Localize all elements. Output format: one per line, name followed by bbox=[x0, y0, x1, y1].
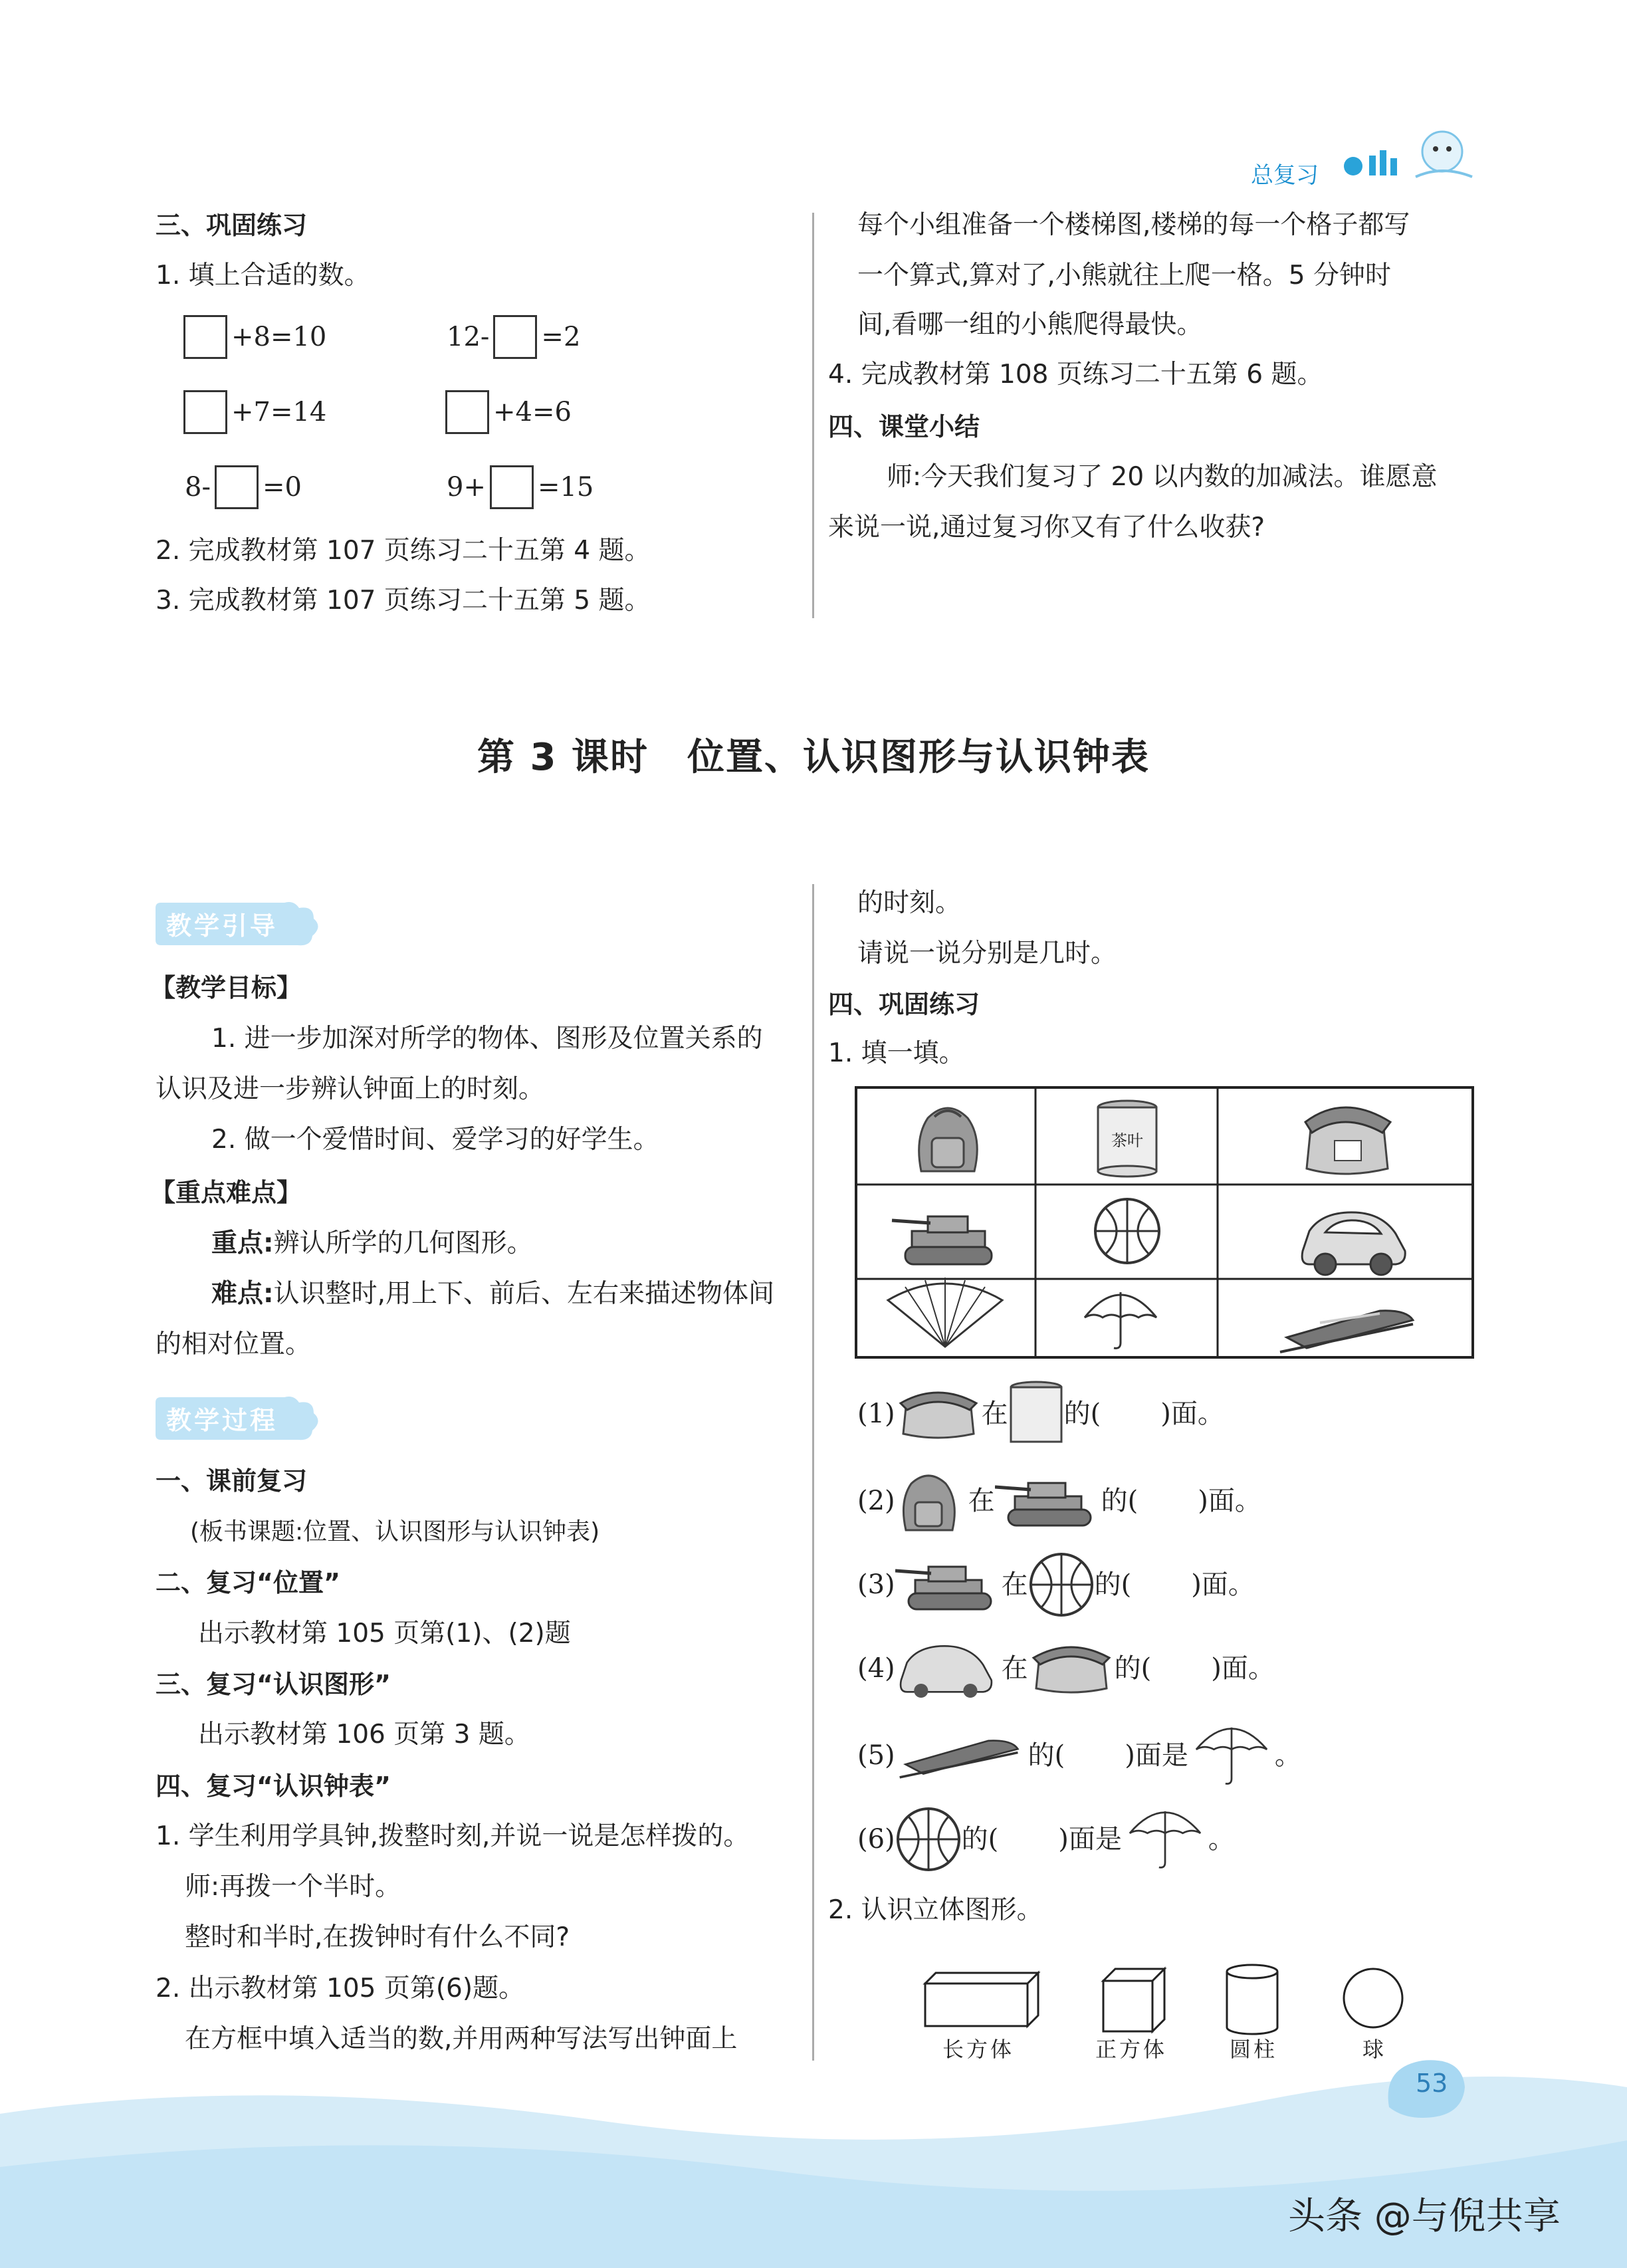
train-icon bbox=[895, 1729, 1028, 1782]
shape-label-cuboid: 长方体 bbox=[942, 2037, 1015, 2062]
answer-box[interactable] bbox=[183, 315, 227, 359]
continue-1: 的时刻。 bbox=[857, 888, 962, 918]
question-4: 4. 完成教材第 108 页练习二十五第 6 题。 bbox=[828, 360, 1323, 390]
backpack-icon bbox=[895, 1468, 962, 1534]
telephone-icon bbox=[1305, 1107, 1390, 1174]
umbrella-icon bbox=[1122, 1803, 1208, 1876]
key-point: 重点:辨认所学的几何图形。 bbox=[211, 1228, 533, 1258]
difficult-point: 难点:认识整时,用上下、前后、左右来描述物体间 bbox=[211, 1279, 775, 1309]
answer-box[interactable] bbox=[490, 465, 534, 509]
fill-row-2: (2) 在 的( )面。 bbox=[857, 1474, 1261, 1528]
telephone-icon bbox=[895, 1387, 982, 1440]
answer-box[interactable] bbox=[183, 390, 227, 434]
basketball-icon bbox=[1095, 1199, 1159, 1263]
question-2: 2. 完成教材第 107 页练习二十五第 4 题。 bbox=[156, 536, 651, 566]
step-2-text: 出示教材第 105 页第(1)、(2)题 bbox=[198, 1619, 571, 1648]
column-divider-top bbox=[812, 213, 814, 618]
lesson-title: 第 3 课时 位置、认识图形与认识钟表 bbox=[477, 736, 1150, 779]
equation-4: +4=6 bbox=[445, 389, 576, 435]
cuboid-icon bbox=[925, 1973, 1038, 2026]
shape-label-sphere: 球 bbox=[1362, 2037, 1384, 2062]
keys-title: 【重点难点】 bbox=[150, 1178, 302, 1207]
summary-line-1: 师:今天我们复习了 20 以内数的加减法。谁愿意 bbox=[887, 462, 1438, 492]
sphere-icon bbox=[1344, 1969, 1402, 2027]
equation-3: +7=14 bbox=[183, 389, 330, 435]
object-grid bbox=[855, 1086, 1475, 1360]
summary-line-2: 来说一说,通过复习你又有了什么收获? bbox=[828, 512, 1265, 542]
difficult-point-cont: 的相对位置。 bbox=[156, 1329, 312, 1359]
car-icon bbox=[895, 1639, 995, 1698]
question-1: 1. 填上合适的数。 bbox=[156, 261, 370, 290]
fill-row-1: (1) 在 的( )面。 bbox=[857, 1391, 1224, 1437]
goals-title: 【教学目标】 bbox=[150, 973, 302, 1002]
section-title-consolidate: 三、巩固练习 bbox=[156, 211, 308, 240]
fill-row-3: (3) 在 的( )面。 bbox=[857, 1558, 1255, 1611]
tag-teaching-process: 教学过程 bbox=[152, 1393, 311, 1440]
goal-1b: 认识及进一步辨认钟面上的时刻。 bbox=[156, 1074, 545, 1104]
tag-teaching-guide: 教学引导 bbox=[152, 899, 311, 945]
continue-2: 请说一说分别是几时。 bbox=[857, 939, 1117, 968]
backpack-icon bbox=[919, 1108, 978, 1171]
header-label: 总复习 bbox=[1251, 162, 1319, 189]
solid-shapes-title: 2. 认识立体图形。 bbox=[828, 1895, 1043, 1925]
answer-box[interactable] bbox=[215, 465, 259, 509]
activity-line-1: 每个小组准备一个楼梯图,楼梯的每一个格子都写 bbox=[857, 210, 1410, 240]
fill-row-4: (4) 在 的( )面。 bbox=[857, 1642, 1275, 1695]
cube-icon bbox=[1103, 1969, 1164, 2031]
watermark: 头条 @与倪共享 bbox=[1288, 2195, 1561, 2238]
header-deco-icon bbox=[1336, 125, 1475, 185]
column-divider-bottom bbox=[812, 884, 814, 2061]
tea-jar-label: 茶叶 bbox=[1111, 1131, 1143, 1150]
practice-2b: 在方框中填入适当的数,并用两种写法写出钟面上 bbox=[185, 2024, 738, 2054]
step-3-text: 出示教材第 106 页第 3 题。 bbox=[198, 1720, 530, 1750]
fill-row-6: (6) 的( )面是 。 bbox=[857, 1809, 1235, 1869]
answer-box[interactable] bbox=[493, 315, 537, 359]
telephone-icon bbox=[1028, 1642, 1115, 1695]
equation-2: 12- =2 bbox=[443, 314, 584, 360]
activity-line-2: 一个算式,算对了,小熊就往上爬一格。5 分钟时 bbox=[857, 261, 1392, 290]
umbrella-icon bbox=[1188, 1719, 1275, 1792]
basketball-icon bbox=[1028, 1551, 1095, 1618]
page-number: 53 bbox=[1416, 2069, 1448, 2098]
section-title-practice: 四、巩固练习 bbox=[828, 990, 980, 1019]
tank-icon bbox=[995, 1471, 1101, 1531]
fill-row-5: (5) 的( )面是 。 bbox=[857, 1726, 1301, 1785]
step-2-title: 二、复习“位置” bbox=[156, 1568, 340, 1597]
equation-5: 8- =0 bbox=[181, 464, 306, 510]
goal-2: 2. 做一个爱惜时间、爱学习的好学生。 bbox=[211, 1125, 659, 1155]
equation-1: +8=10 bbox=[183, 314, 330, 360]
shape-label-cube: 正方体 bbox=[1095, 2037, 1168, 2062]
step-1-note: (板书课题:位置、认识图形与认识钟表) bbox=[190, 1518, 600, 1545]
shape-label-cylinder: 圆柱 bbox=[1230, 2037, 1278, 2062]
practice-1c: 整时和半时,在拨钟时有什么不同? bbox=[185, 1922, 570, 1952]
fill-question-title: 1. 填一填。 bbox=[828, 1038, 965, 1068]
cylinder-icon bbox=[1227, 1965, 1277, 2034]
basketball-icon bbox=[895, 1806, 962, 1872]
step-3-title: 三、复习“认识图形” bbox=[156, 1670, 391, 1699]
tea-jar-icon bbox=[1008, 1381, 1064, 1447]
equation-6: 9+ =15 bbox=[443, 464, 597, 510]
practice-1: 1. 学生利用学具钟,拨整时刻,并说一说是怎样拨的。 bbox=[156, 1821, 750, 1851]
question-3: 3. 完成教材第 107 页练习二十五第 5 题。 bbox=[156, 586, 651, 616]
section-title-summary: 四、课堂小结 bbox=[828, 412, 980, 441]
answer-box[interactable] bbox=[445, 390, 489, 434]
tank-icon bbox=[895, 1555, 1002, 1615]
step-4-title: 四、复习“认识钟表” bbox=[156, 1771, 391, 1801]
goal-1a: 1. 进一步加深对所学的物体、图形及位置关系的 bbox=[211, 1024, 763, 1054]
activity-line-3: 间,看哪一组的小熊爬得最快。 bbox=[857, 310, 1203, 340]
step-1-title: 一、课前复习 bbox=[156, 1466, 308, 1496]
practice-2: 2. 出示教材第 105 页第(6)题。 bbox=[156, 1974, 525, 2003]
practice-1b: 师:再拨一个半时。 bbox=[185, 1872, 401, 1902]
